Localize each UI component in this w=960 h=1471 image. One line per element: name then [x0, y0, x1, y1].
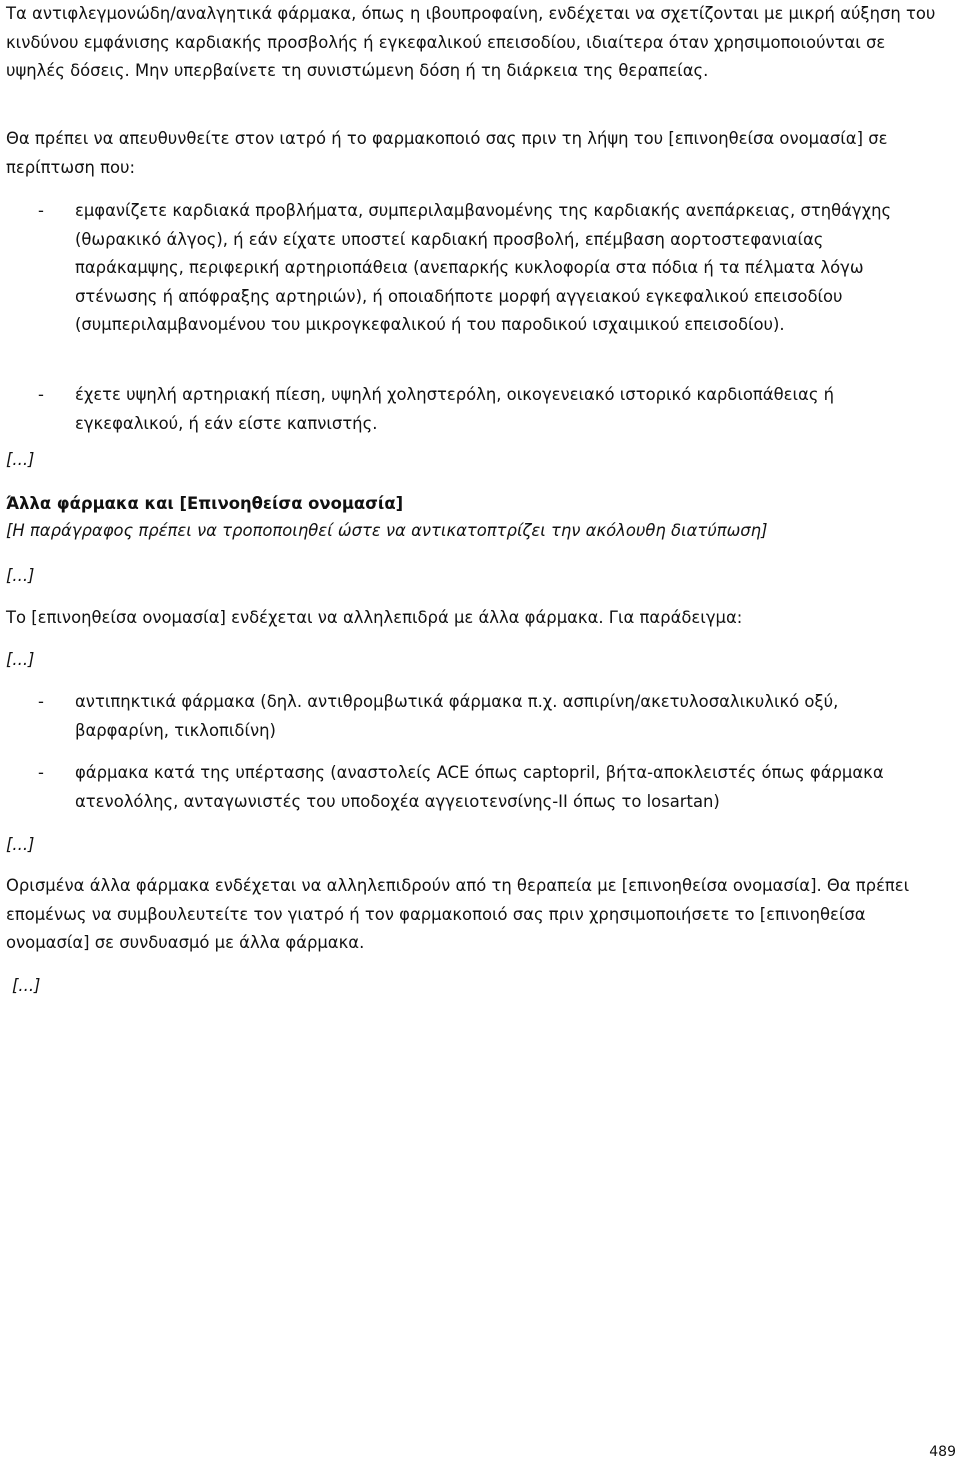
- omission-marker: [...]: [12, 976, 41, 995]
- list-dash: -: [38, 692, 44, 711]
- consult-paragraph: Θα πρέπει να απευθυνθείτε στον ιατρό ή το φαρμακοποιό σας πριν τη λήψη του [επινοηθείσα ονομασία] σε περίπτωση που:: [6, 129, 888, 177]
- section-heading: Άλλα φάρμακα και [Επινοηθείσα ονομασία]: [6, 494, 404, 513]
- risk-item-text: έχετε υψηλή αρτηριακή πίεση, υψηλή χοληστερόλη, οικογενειακό ιστορικό καρδιοπάθειας ή εγκεφαλικού, ή εάν είστε καπνιστής.: [75, 385, 835, 433]
- omission-marker: [...]: [6, 835, 35, 854]
- interaction-item-text: φάρμακα κατά της υπέρτασης (αναστολείς ACE όπως captopril, βήτα-αποκλειστές όπως φάρμακα ατενολόλης, ανταγωνιστές του υποδοχέα αγγειοτενσίνης-II όπως το losartan): [75, 763, 884, 811]
- omission-marker: [...]: [6, 450, 35, 469]
- page-number: 489: [929, 1444, 956, 1460]
- interaction-item-text: αντιπηκτικά φάρμακα (δηλ. αντιθρομβωτικά φάρμακα π.χ. ασπιρίνη/ακετυλοσαλικυλικό οξύ, βαρφαρίνη, τικλοπιδίνη): [75, 692, 839, 740]
- closing-paragraph: Ορισμένα άλλα φάρμακα ενδέχεται να αλληλεπιδρούν από τη θεραπεία με [επινοηθείσα ονομασία]. Θα πρέπει επομένως να συμβουλευτείτε τον γιατρό ή τον φαρμακοποιό σας πριν χρησιμοποιήσετε το [επινοηθείσα ονομασία] σε συνδυασμό με άλλα φάρμακα.: [6, 876, 910, 952]
- intro-paragraph: Τα αντιφλεγμονώδη/αναλγητικά φάρμακα, όπως η ιβουπροφαίνη, ενδέχεται να σχετίζονται με μικρή αύξηση του κινδύνου εμφάνισης καρδιακής προσβολής ή εγκεφαλικού επεισοδίου, ιδιαίτερα όταν χρησιμοποιούνται σε υψηλές δόσεις. Μην υπερβαίνετε τη συνιστώμενη δόση ή τη διάρκεια της θεραπείας.: [6, 4, 936, 80]
- list-dash: -: [38, 201, 44, 220]
- list-dash: -: [38, 385, 44, 404]
- risk-item-text: εμφανίζετε καρδιακά προβλήματα, συμπεριλαμβανομένης της καρδιακής ανεπάρκειας, στηθάγχης (θωρακικό άλγος), ή εάν είχατε υποστεί καρδιακή προσβολή, επέμβαση αορτοστεφανιαίας παράκαμψης, περιφερική αρτηριοπάθεια (ανεπαρκής κυκλοφορία στα πόδια ή τα πέλματα λόγω στένωσης ή απόφραξης αρτηριών), ή οποιαδήποτε μορφή αγγειακού εγκεφαλικού επεισοδίου (συμπεριλαμβανομένου του μικρογκεφαλικού ή του παροδικού ισχαιμικού επεισοδίου).: [75, 201, 892, 334]
- omission-marker: [...]: [6, 566, 35, 585]
- interaction-paragraph: Το [επινοηθείσα ονομασία] ενδέχεται να αλληλεπιδρά με άλλα φάρμακα. Για παράδειγμα:: [6, 608, 743, 627]
- omission-marker: [...]: [6, 650, 35, 669]
- section-note: [Η παράγραφος πρέπει να τροποποιηθεί ώστε να αντικατοπτρίζει την ακόλουθη διατύπωση]: [6, 521, 768, 540]
- list-dash: -: [38, 763, 44, 782]
